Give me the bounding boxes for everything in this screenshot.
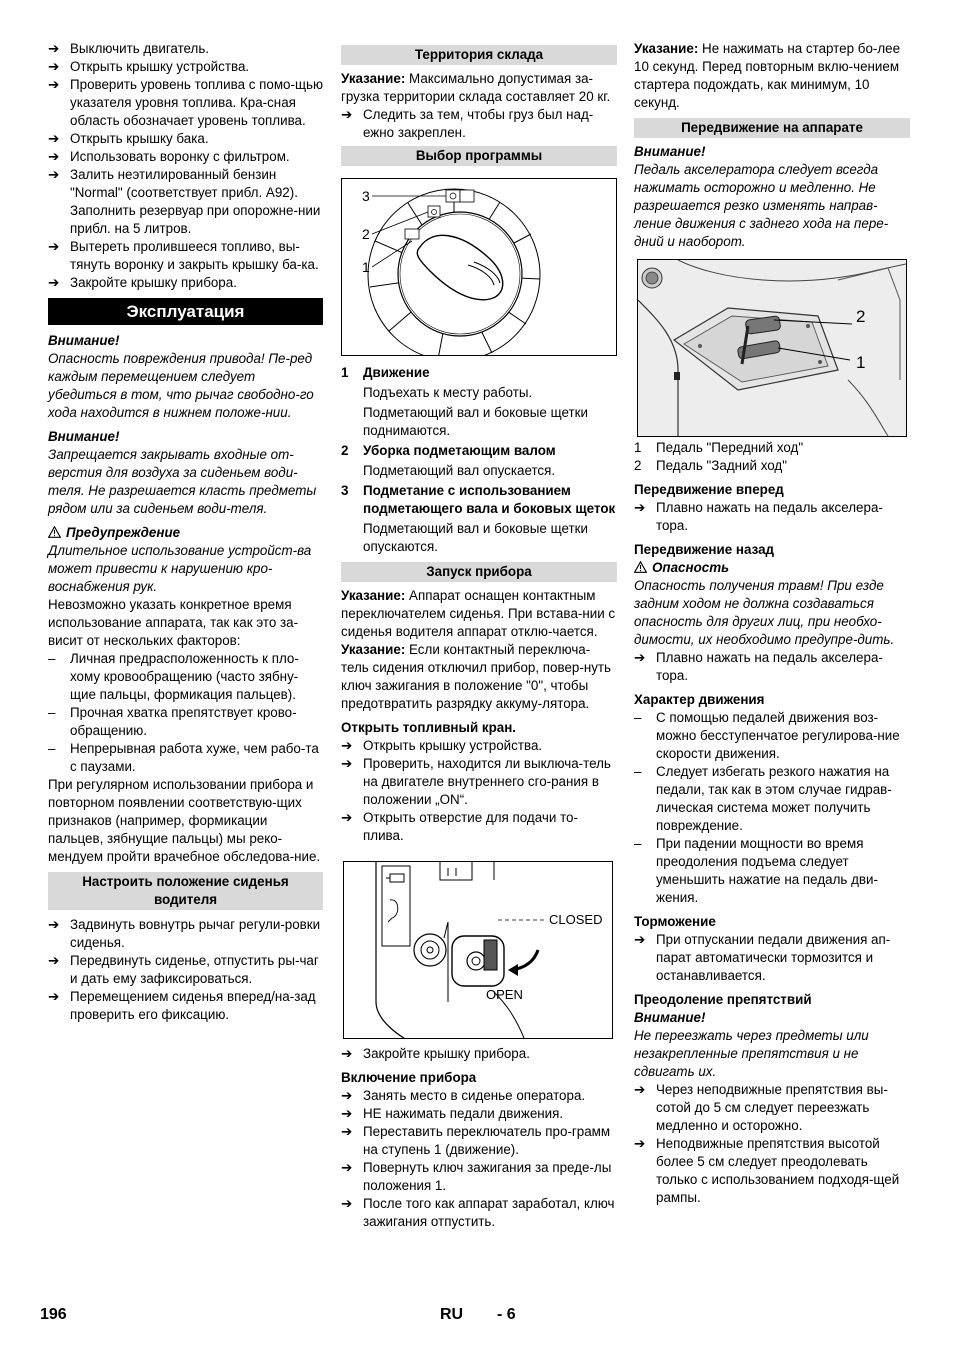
- moving-section-title: Передвижение на аппарате: [634, 118, 910, 138]
- arrow-right-icon: ➔: [341, 107, 353, 122]
- step-item: ➔ Открыть крышку устройства.: [48, 59, 250, 74]
- arrow-right-icon: ➔: [48, 59, 60, 74]
- photo-label: 2: [856, 307, 866, 326]
- dash-item: – С помощью педалей движения воз-можно бесступенчатое регулирова-ние скорости движения.: [634, 710, 900, 761]
- pedal-photo-figure: [637, 259, 907, 437]
- dash-item: – При падении мощности во время преодоления подъема следует уменьшить нажатие на педаль дви-жения.: [634, 836, 878, 905]
- start-section-title: Запуск прибора: [341, 562, 617, 582]
- section-title-bar: Эксплуатация: [48, 298, 323, 325]
- warning-triangle-icon: [48, 526, 61, 538]
- step-item: ➔ НЕ нажимать педали движения.: [341, 1106, 564, 1121]
- reverse-heading: Передвижение назад: [634, 542, 775, 557]
- page-number: 196: [40, 1306, 67, 1323]
- attention-text: Педаль акселератора следует всегда нажимать осторожно и медленно. Не разрешается резко изменять направ-ление движения с заднего хода на пере-дний и наоборот.: [634, 162, 889, 249]
- step-item: ➔ После того как аппарат заработал, ключ зажигания отпустить.: [341, 1196, 615, 1229]
- arrow-right-icon: ➔: [48, 989, 60, 1004]
- arrow-right-icon: ➔: [341, 1106, 353, 1121]
- step-item: ➔ Передвинуть сиденье, отпустить ры-чаг и дать ему зафиксироваться.: [48, 953, 319, 986]
- step-item: ➔ Неподвижные препятствия высотой более 5 см следует преодолевать только с использованием подходя-щей рампы.: [634, 1136, 900, 1205]
- power-heading: Включение прибора: [341, 1070, 477, 1085]
- attention-label: Внимание!: [48, 429, 120, 444]
- arrow-right-icon: ➔: [48, 41, 60, 56]
- arrow-right-icon: ➔: [341, 810, 353, 825]
- arrow-right-icon: ➔: [341, 756, 353, 771]
- program-item: 3 Подметание с использованием подметающего вала и боковых щеток: [341, 483, 616, 516]
- step-item: ➔ Открыть отверстие для подачи то-плива.: [341, 810, 578, 843]
- arrow-right-icon: ➔: [48, 953, 60, 968]
- attention-label: Внимание!: [634, 144, 706, 159]
- program-legend: 1 Движение Подъехать к месту работы. Подметающий вал и боковые щетки поднимаются. 2 Уборка подметающим валом Подметающий вал опускается. 3 Подметание с использованием подметающего вала и боковых щеток Подметающий вал и боковые щетки опускаются.: [341, 365, 616, 554]
- paragraph: При регулярном использовании прибора и повторном появлении соответствую-щих признаков (например, формикации пальцев, зябнущие пальцы) мы реко-мендуем пройти врачебное обследова-ние.: [48, 777, 321, 864]
- step-item: ➔ Плавно нажать на педаль акселера-тора.: [634, 650, 883, 683]
- forward-heading: Передвижение вперед: [634, 482, 784, 497]
- dial-label: 2: [362, 226, 370, 242]
- valve-open-label: OPEN: [486, 987, 523, 1002]
- step-item: ➔ Повернуть ключ зажигания за преде-лы положения 1.: [341, 1160, 612, 1193]
- dash-item: – Прочная хватка препятствует крово-обращению.: [48, 705, 297, 738]
- dial-label: 3: [362, 188, 370, 204]
- arrow-right-icon: ➔: [48, 239, 60, 254]
- program-item: 2 Уборка подметающим валом: [341, 443, 556, 458]
- arrow-right-icon: ➔: [48, 149, 60, 164]
- valve-closed-label: CLOSED: [549, 912, 603, 927]
- warning-text: Длительное использование устройст-ва может привести к нарушению кро-воснабжения рук.: [48, 543, 312, 594]
- arrow-right-icon: ➔: [341, 1088, 353, 1103]
- dial-label: 1: [362, 259, 370, 275]
- braking-heading: Торможение: [634, 914, 716, 929]
- step-item: ➔ Следить за тем, чтобы груз был над-ежно закреплен.: [341, 107, 594, 140]
- photo-label: 1: [856, 353, 866, 372]
- step-item: ➔ Залить неэтилированный бензин "Normal" (соответствует прибл. A92). Заполнить резервуар при опорожне-нии прибл. на 5 литров.: [48, 167, 321, 236]
- step-item: ➔ Плавно нажать на педаль акселера-тора.: [634, 500, 883, 533]
- attention-label: Внимание!: [634, 1010, 706, 1025]
- arrow-right-icon: ➔: [48, 77, 60, 92]
- arrow-right-icon: ➔: [634, 500, 646, 515]
- step-item: ➔ Через неподвижные препятствия вы-сотой до 5 см следует переезжать медленно и осторожно.: [634, 1082, 888, 1133]
- dash-item: – Личная предрасположенность к пло-хому кровообращению (часто зябну-щие пальцы, формикация пальцев).: [48, 651, 299, 702]
- arrow-right-icon: ➔: [341, 738, 353, 753]
- program-section-title: Выбор программы: [341, 146, 617, 166]
- arrow-right-icon: ➔: [341, 1124, 353, 1139]
- attention-text: Опасность повреждения привода! Пе-ред каждым перемещением следует убедиться в том, что рычаг свободно-го хода находится в нижнем положе-нии.: [48, 351, 314, 420]
- note: Указание: Не нажимать на стартер бо-лее 10 секунд. Перед повторным вклю-чением стартера подождать, как минимум, 10 секунд.: [634, 41, 901, 110]
- arrow-right-icon: ➔: [48, 917, 60, 932]
- danger-heading: Опасность: [634, 559, 910, 577]
- column-1: [48, 40, 323, 1024]
- attention-label: Внимание!: [48, 333, 120, 348]
- note: Указание: Если контактный переключа-тель сидения отключил прибор, повер-нуть ключ зажигания в положение "0", чтобы предотвратить разрядку аккуму-лятора.: [341, 642, 612, 711]
- danger-text: Опасность получения травм! При езде задним ходом не должна создаваться опасность для других лиц, при необхо-димости, их необходимо предупре-дить.: [634, 578, 895, 647]
- pedal-legend: [634, 439, 910, 475]
- step-item: ➔ Закройте крышку прибора.: [341, 1046, 530, 1061]
- arrow-right-icon: ➔: [48, 131, 60, 146]
- program-item: 1 Движение: [341, 365, 430, 380]
- dash-item: – Следует избегать резкого нажатия на педали, так как в этом случае гидрав-лическая система может получить повреждение.: [634, 764, 892, 833]
- step-item: ➔ Проверить, находится ли выключа-тель на двигателе внутреннего сго-рания в положении „ON“.: [341, 756, 611, 807]
- arrow-right-icon: ➔: [48, 167, 60, 182]
- arrow-right-icon: ➔: [634, 650, 646, 665]
- arrow-right-icon: ➔: [341, 1160, 353, 1175]
- paragraph: Невозможно указать конкретное время использование аппарата, так как это за-висит от нескольких факторов:: [48, 597, 299, 648]
- program-dial-illustration: [342, 179, 616, 355]
- step-item: ➔ Использовать воронку с фильтром.: [48, 149, 290, 164]
- step-item: ➔ Перемещением сиденья вперед/на-зад проверить его фиксацию.: [48, 989, 316, 1022]
- attention-text: Запрещается закрывать входные от-верстия для воздуха за сиденьем води-теля. Не разрешается класть предметы рядом или за сиденьем води-теля.: [48, 447, 317, 516]
- seat-section-title: Настроить положение сиденья водителя: [48, 872, 323, 910]
- obstacles-heading: Преодоление препятствий: [634, 992, 812, 1007]
- attention-text: Не переезжать через предметы или незакрепленные препятствия и не сдвигать их.: [634, 1028, 869, 1079]
- warehouse-section-title: Территория склада: [341, 45, 617, 65]
- footer-section-page: - 6: [497, 1306, 516, 1323]
- warning-triangle-icon: [634, 561, 647, 573]
- step-item: ➔ При отпускании педали движения ап-парат автоматически тормозится и останавливается.: [634, 932, 891, 983]
- dash-item: – Непрерывная работа хуже, чем рабо-та с паузами.: [48, 741, 319, 774]
- column-3: [634, 40, 910, 1207]
- step-item: ➔ Задвинуть вовнутрь рычаг регули-ровки сиденья.: [48, 917, 321, 950]
- fuel-heading: Открыть топливный кран.: [341, 720, 517, 735]
- column-2: [341, 40, 617, 1231]
- character-heading: Характер движения: [634, 692, 765, 707]
- arrow-right-icon: ➔: [341, 1046, 353, 1061]
- arrow-right-icon: ➔: [634, 932, 646, 947]
- pedal-photo-illustration: [638, 260, 906, 436]
- legend-item: 1 Педаль "Передний ход": [634, 440, 804, 455]
- step-item: ➔ Открыть крышку устройства.: [341, 738, 543, 753]
- step-item: ➔ Закройте крышку прибора.: [48, 275, 237, 290]
- step-item: ➔ Открыть крышку бака.: [48, 131, 209, 146]
- step-item: ➔ Вытереть пролившееся топливо, вы-тянуть воронку и закрыть крышку ба-ка.: [48, 239, 319, 272]
- fuel-valve-figure: [343, 861, 613, 1039]
- arrow-right-icon: ➔: [341, 1196, 353, 1211]
- step-item: ➔ Проверить уровень топлива с помо-щью указателя уровня топлива. Кра-сная область обозначает уровень топлива.: [48, 77, 323, 128]
- footer-language: RU: [440, 1306, 464, 1323]
- program-dial-figure: [341, 178, 617, 356]
- fuel-valve-illustration: [344, 862, 612, 1038]
- arrow-right-icon: ➔: [634, 1082, 646, 1097]
- arrow-right-icon: ➔: [634, 1136, 646, 1151]
- note: Указание: Максимально допустимая за-грузка территории склада составляет 20 кг.: [341, 71, 611, 104]
- legend-item: 2 Педаль "Задний ход": [634, 458, 787, 473]
- step-item: ➔ Переставить переключатель про-грамм на ступень 1 (движение).: [341, 1124, 611, 1157]
- arrow-right-icon: ➔: [48, 275, 60, 290]
- step-item: ➔ Занять место в сиденье оператора.: [341, 1088, 586, 1103]
- warning-heading: Предупреждение: [48, 524, 323, 542]
- note: Указание: Аппарат оснащен контактным переключателем сиденья. При вставa-нии с сиденья водителя аппарат отклю-чается.: [341, 588, 616, 639]
- step-item: ➔ Выключить двигатель.: [48, 41, 210, 56]
